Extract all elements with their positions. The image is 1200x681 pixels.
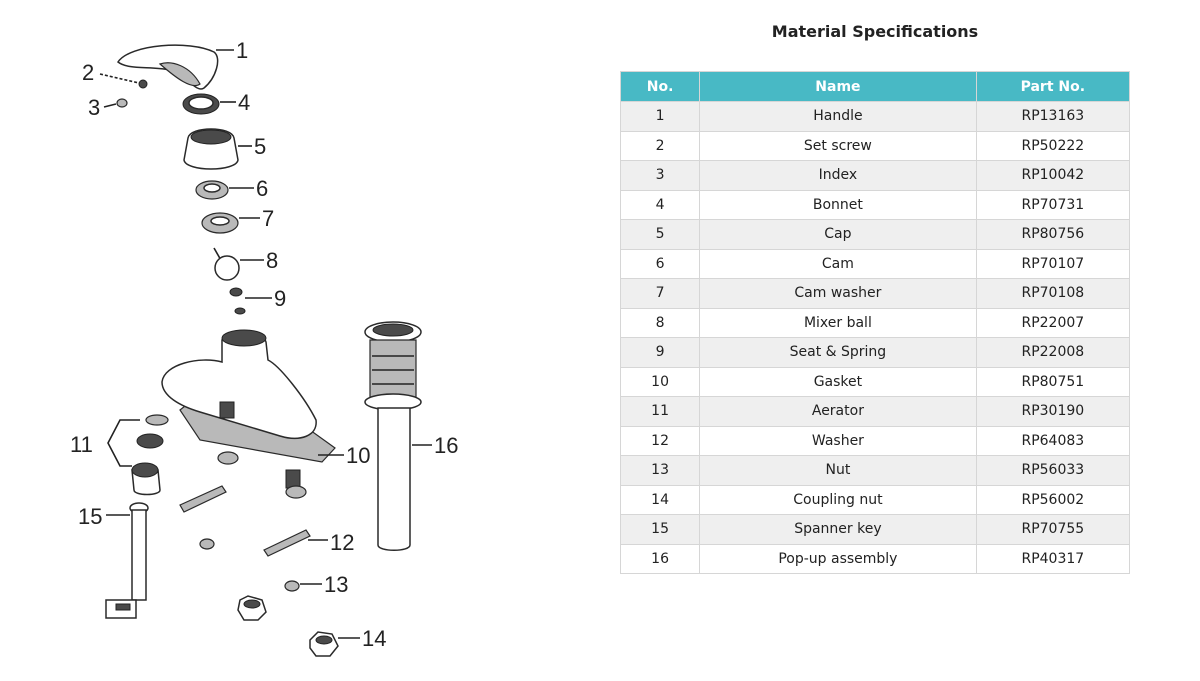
cell-name: Bonnet xyxy=(700,190,977,220)
callout-15: 15 xyxy=(78,504,103,529)
header-no: No. xyxy=(621,72,700,102)
table-row xyxy=(621,102,1130,132)
cell-part-no: RP56033 xyxy=(976,456,1129,486)
table-row xyxy=(621,515,1130,545)
cell-part-no: RP80756 xyxy=(976,220,1129,250)
callout-4: 4 xyxy=(238,90,251,115)
table-body xyxy=(621,102,1130,574)
cell-part-no: RP70108 xyxy=(976,279,1129,309)
cell-part-no: RP70731 xyxy=(976,190,1129,220)
callout-10: 10 xyxy=(346,443,371,468)
table-row xyxy=(621,220,1130,250)
table-row xyxy=(621,161,1130,191)
cell-no: 10 xyxy=(621,367,700,397)
callout-8: 8 xyxy=(266,248,279,273)
table-row xyxy=(621,485,1130,515)
header-part-no: Part No. xyxy=(976,72,1129,102)
table-row xyxy=(621,190,1130,220)
part-coupling-nut xyxy=(238,596,338,656)
part-index xyxy=(117,99,127,107)
cell-part-no: RP70107 xyxy=(976,249,1129,279)
table-row xyxy=(621,279,1130,309)
part-cam-washer xyxy=(202,213,238,233)
callout-2: 2 xyxy=(82,60,95,85)
callout-5: 5 xyxy=(254,134,267,159)
cell-part-no: RP64083 xyxy=(976,426,1129,456)
cell-name: Spanner key xyxy=(700,515,977,545)
part-cap xyxy=(184,129,238,169)
cell-name: Cap xyxy=(700,220,977,250)
cell-part-no: RP50222 xyxy=(976,131,1129,161)
cell-name: Gasket xyxy=(700,367,977,397)
cell-no: 12 xyxy=(621,426,700,456)
callout-13: 13 xyxy=(324,572,349,597)
cell-no: 13 xyxy=(621,456,700,486)
cell-name: Aerator xyxy=(700,397,977,427)
cell-name: Handle xyxy=(700,102,977,132)
table-row xyxy=(621,426,1130,456)
cell-part-no: RP10042 xyxy=(976,161,1129,191)
cell-no: 1 xyxy=(621,102,700,132)
cell-no: 16 xyxy=(621,544,700,574)
cell-name: Index xyxy=(700,161,977,191)
cell-name: Cam washer xyxy=(700,279,977,309)
cell-no: 8 xyxy=(621,308,700,338)
cell-name: Mixer ball xyxy=(700,308,977,338)
table-row xyxy=(621,249,1130,279)
callout-9: 9 xyxy=(274,286,287,311)
table-row xyxy=(621,544,1130,574)
table-header-row xyxy=(621,72,1130,102)
spec-title: Material Specifications xyxy=(771,22,979,41)
part-pop-up-assembly xyxy=(365,322,421,550)
table-row xyxy=(621,456,1130,486)
cell-no: 15 xyxy=(621,515,700,545)
cell-part-no: RP70755 xyxy=(976,515,1129,545)
cell-no: 11 xyxy=(621,397,700,427)
faucet-body xyxy=(162,330,335,498)
cell-name: Set screw xyxy=(700,131,977,161)
table-row xyxy=(621,131,1130,161)
cell-no: 5 xyxy=(621,220,700,250)
part-aerator xyxy=(132,415,168,495)
cell-part-no: RP56002 xyxy=(976,485,1129,515)
header-name: Name xyxy=(700,72,977,102)
cell-no: 7 xyxy=(621,279,700,309)
cell-no: 14 xyxy=(621,485,700,515)
callout-14: 14 xyxy=(362,626,387,651)
callout-16: 16 xyxy=(434,433,459,458)
cell-no: 9 xyxy=(621,338,700,368)
part-cam xyxy=(196,181,228,199)
callout-3: 3 xyxy=(88,95,101,120)
cell-name: Coupling nut xyxy=(700,485,977,515)
cell-name: Nut xyxy=(700,456,977,486)
cell-part-no: RP80751 xyxy=(976,367,1129,397)
cell-part-no: RP13163 xyxy=(976,102,1129,132)
cell-name: Seat & Spring xyxy=(700,338,977,368)
cell-part-no: RP40317 xyxy=(976,544,1129,574)
table-row xyxy=(621,308,1130,338)
table-row xyxy=(621,397,1130,427)
part-bonnet xyxy=(183,94,219,114)
part-mixer-ball xyxy=(214,248,239,280)
callout-1: 1 xyxy=(236,38,249,63)
cell-part-no: RP22008 xyxy=(976,338,1129,368)
cell-no: 4 xyxy=(621,190,700,220)
part-spanner-key xyxy=(106,503,148,618)
part-set-screw xyxy=(139,80,147,88)
part-handle xyxy=(118,45,218,89)
cell-name: Cam xyxy=(700,249,977,279)
callout-6: 6 xyxy=(256,176,269,201)
cell-no: 2 xyxy=(621,131,700,161)
table-row xyxy=(621,338,1130,368)
cell-name: Washer xyxy=(700,426,977,456)
cell-part-no: RP22007 xyxy=(976,308,1129,338)
cell-name: Pop-up assembly xyxy=(700,544,977,574)
material-spec-table xyxy=(620,71,1130,574)
part-seat-spring xyxy=(230,288,245,314)
cell-no: 3 xyxy=(621,161,700,191)
callout-11: 11 xyxy=(70,432,93,457)
cell-no: 6 xyxy=(621,249,700,279)
callout-12: 12 xyxy=(330,530,355,555)
table-row xyxy=(621,367,1130,397)
cell-part-no: RP30190 xyxy=(976,397,1129,427)
callout-7: 7 xyxy=(262,206,275,231)
